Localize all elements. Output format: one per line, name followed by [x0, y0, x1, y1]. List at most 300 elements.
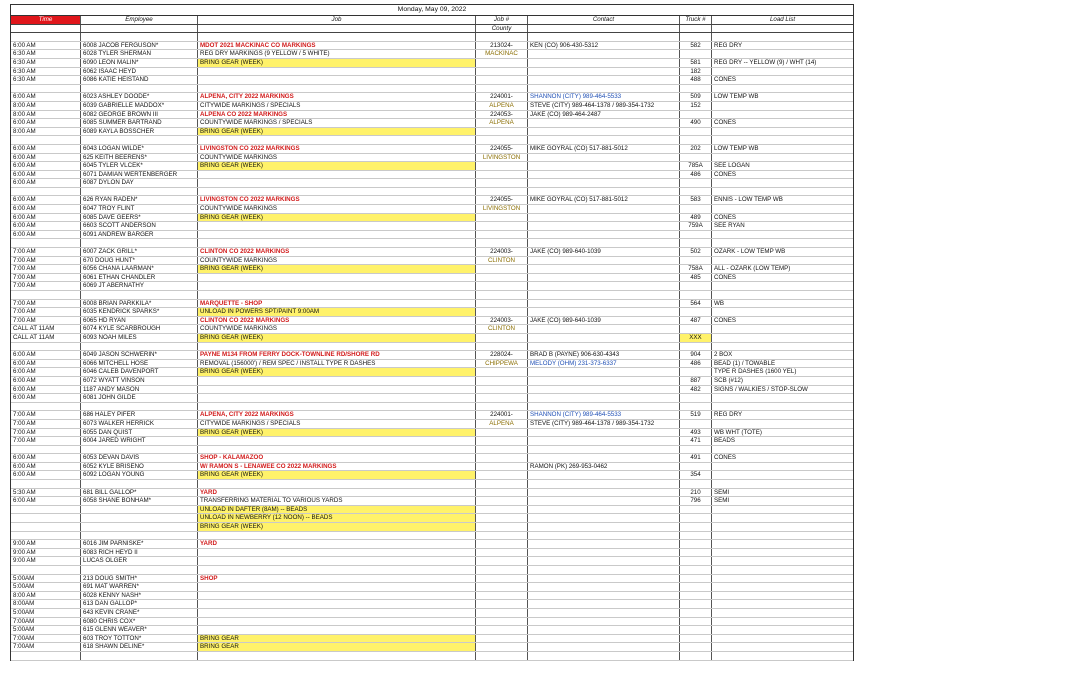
job-cell: BRING GEAR (WEEK)	[198, 128, 476, 136]
contact-cell	[528, 626, 680, 634]
time-cell: 7:00AM	[11, 618, 81, 626]
load-list-cell: SEE RYAN	[714, 222, 745, 230]
contact-cell	[528, 549, 680, 557]
table-row	[11, 231, 853, 240]
contact-cell	[528, 171, 680, 179]
time-cell: 7:00AM	[11, 635, 81, 643]
job-number-cell	[476, 480, 528, 488]
time-cell: 6:00 AM	[11, 231, 81, 239]
job-number-cell: 224001-	[476, 93, 528, 101]
job-number-cell	[476, 566, 528, 574]
job-cell	[198, 394, 476, 402]
load-list-cell	[712, 446, 853, 454]
truck-cell	[680, 592, 712, 600]
contact-cell	[528, 325, 680, 333]
employee-cell: 6085 DAVE GEERS*	[81, 214, 198, 222]
load-list-cell	[712, 257, 853, 265]
load-list-cell	[712, 50, 853, 58]
job-cell: REG DRY MARKINGS (9 YELLOW / 5 WHITE)	[198, 50, 476, 58]
table-row	[11, 514, 853, 523]
job-number-cell	[476, 343, 528, 351]
job-number-cell	[476, 282, 528, 290]
job-cell: CITYWIDE MARKINGS / SPECIALS	[198, 420, 476, 428]
job-number-cell	[476, 231, 528, 239]
header-job: Job	[198, 16, 476, 24]
job-cell: BRING GEAR (WEEK)	[198, 59, 476, 67]
table-row	[11, 85, 853, 94]
table-row	[11, 351, 853, 360]
job-number-cell	[476, 489, 528, 497]
job-number-cell	[476, 618, 528, 626]
load-list-cell: CONES	[714, 454, 737, 462]
table-row	[11, 549, 853, 558]
contact-cell: JAKE (CO) 989-640-1039	[528, 317, 680, 325]
header-load-list: Load List	[769, 16, 796, 23]
employee-cell: 1187 ANDY MASON	[81, 386, 198, 394]
job-number-cell	[476, 532, 528, 540]
time-cell: 6:00 AM	[11, 162, 81, 170]
job-cell	[198, 557, 476, 565]
contact-cell	[528, 575, 680, 583]
table-row	[11, 33, 853, 42]
time-cell: 7:00 AM	[11, 300, 81, 308]
job-cell: UNLOAD IN POWERS SPT/PAINT 9:00AM	[198, 308, 476, 316]
truck-cell	[680, 111, 712, 119]
contact-cell: JAKE (CO) 989-464-2487	[528, 111, 680, 119]
table-row	[11, 609, 853, 618]
job-cell	[198, 222, 476, 230]
load-list-cell	[712, 179, 853, 187]
job-number-cell	[476, 523, 528, 531]
employee-cell: 6061 ETHAN CHANDLER	[81, 274, 198, 282]
contact-cell: BRAD B (PAYNE) 906-630-4343	[528, 351, 680, 359]
load-list-cell	[712, 403, 853, 411]
time-cell: 7:00 AM	[11, 437, 81, 445]
truck-cell: 354	[680, 471, 712, 479]
time-cell	[11, 566, 81, 574]
employee-cell: 6062 ISAAC HEYD	[81, 68, 198, 76]
contact-cell	[528, 446, 680, 454]
truck-cell	[680, 626, 712, 634]
contact-cell	[528, 68, 680, 76]
time-cell: 6:00 AM	[11, 497, 81, 505]
job-number-cell	[476, 222, 528, 230]
load-list-cell	[712, 635, 853, 643]
load-list-cell: LOW TEMP WB	[714, 144, 759, 152]
time-cell: 8:00 AM	[11, 128, 81, 136]
truck-cell: 210	[680, 489, 712, 497]
load-list-cell: REG DRY	[714, 41, 743, 49]
contact-cell: MIKE GOYRAL (CO) 517-881-5012	[528, 196, 680, 204]
truck-cell	[680, 523, 712, 531]
time-cell	[11, 33, 81, 41]
load-list-cell	[712, 334, 853, 342]
contact-cell	[528, 437, 680, 445]
contact-cell	[528, 557, 680, 565]
time-cell: 6:00 AM	[11, 463, 81, 471]
table-row	[11, 592, 853, 601]
load-list-cell	[712, 463, 853, 471]
job-number-cell	[476, 386, 528, 394]
time-cell	[11, 480, 81, 488]
employee-cell: 6004 JARED WRIGHT	[81, 437, 198, 445]
job-cell: BRING GEAR	[198, 643, 476, 651]
table-row	[11, 239, 853, 248]
load-list-cell: SEMI	[714, 488, 730, 496]
time-cell	[11, 239, 81, 247]
time-cell	[11, 532, 81, 540]
employee-cell: 6069 JT ABERNATHY	[81, 282, 198, 290]
job-cell: BRING GEAR (WEEK)	[198, 429, 476, 437]
employee-cell: 613 DAN GALLOP*	[81, 600, 198, 608]
table-row	[11, 429, 853, 438]
truck-cell	[680, 188, 712, 196]
employee-cell: 6603 SCOTT ANDERSON	[81, 222, 198, 230]
job-cell	[198, 188, 476, 196]
table-row	[11, 626, 853, 635]
job-number-cell: CLINTON	[476, 325, 528, 333]
job-number-cell	[476, 274, 528, 282]
load-list-cell: CONES	[714, 213, 737, 221]
truck-cell: 502	[680, 248, 712, 256]
table-row	[11, 480, 853, 489]
load-list-cell	[712, 575, 853, 583]
job-cell: COUNTYWIDE MARKINGS	[198, 325, 476, 333]
truck-cell: 758A	[680, 265, 712, 273]
job-number-cell	[476, 549, 528, 557]
contact-cell	[528, 265, 680, 273]
table-row	[11, 119, 853, 128]
job-cell: MARQUETTE - SHOP	[198, 300, 476, 308]
job-number-cell: 224053-	[476, 111, 528, 119]
job-cell: BRING GEAR (WEEK)	[198, 334, 476, 342]
contact-cell	[528, 540, 680, 548]
job-cell: UNLOAD IN DAFTER (8AM) -- BEADS	[198, 506, 476, 514]
job-number-cell	[476, 59, 528, 67]
table-row	[11, 540, 853, 549]
truck-cell: 509	[680, 93, 712, 101]
table-row	[11, 50, 853, 59]
load-list-cell: WB WHT (TOTE)	[714, 428, 762, 436]
load-list-cell: BEADS	[714, 437, 735, 445]
contact-cell: RAMON (PK) 269-953-0462	[528, 463, 680, 471]
contact-cell	[528, 497, 680, 505]
load-list-cell	[712, 514, 853, 522]
table-row	[11, 162, 853, 171]
time-cell	[11, 523, 81, 531]
table-row	[11, 454, 853, 463]
job-number-cell	[476, 239, 528, 247]
employee-cell: 626 RYAN RADEN*	[81, 196, 198, 204]
employee-cell: 6066 MITCHELL HOSE	[81, 360, 198, 368]
load-list-cell	[712, 102, 853, 110]
employee-cell	[81, 403, 198, 411]
time-cell: 6:00 AM	[11, 196, 81, 204]
employee-cell: 6028 TYLER SHERMAN	[81, 50, 198, 58]
job-number-cell	[476, 300, 528, 308]
load-list-cell: 2 BOX	[714, 351, 733, 359]
job-number-cell	[476, 643, 528, 651]
table-row	[11, 360, 853, 369]
load-list-cell	[712, 626, 853, 634]
time-cell: 7:00 AM	[11, 282, 81, 290]
truck-cell: 486	[680, 171, 712, 179]
employee-cell: 6085 SUMMER BARTRAND	[81, 119, 198, 127]
table-row	[11, 274, 853, 283]
time-cell: 5:00AM	[11, 626, 81, 634]
job-number-cell: LIVINGSTON	[476, 205, 528, 213]
contact-cell	[528, 386, 680, 394]
time-cell: 6:00 AM	[11, 351, 81, 359]
job-cell: BRING GEAR (WEEK)	[198, 368, 476, 376]
time-cell: 5:30 AM	[11, 489, 81, 497]
table-row	[11, 59, 853, 68]
time-cell: 6:00 AM	[11, 222, 81, 230]
table-row	[11, 618, 853, 627]
table-row	[11, 635, 853, 644]
header-sub-blank	[81, 25, 198, 33]
contact-cell	[528, 188, 680, 196]
job-number-cell	[476, 635, 528, 643]
contact-cell	[528, 128, 680, 136]
load-list-cell	[712, 343, 853, 351]
truck-cell: XXX	[680, 334, 712, 342]
contact-cell	[528, 643, 680, 651]
job-cell: ALPENA CO 2022 MARKINGS	[198, 111, 476, 119]
load-list-cell	[712, 111, 853, 119]
time-cell: 6:30 AM	[11, 68, 81, 76]
job-cell	[198, 549, 476, 557]
job-cell: LIVINGSTON CO 2022 MARKINGS	[198, 196, 476, 204]
job-number-cell	[476, 600, 528, 608]
job-cell: YARD	[198, 489, 476, 497]
job-cell	[198, 282, 476, 290]
load-list-cell	[712, 471, 853, 479]
employee-cell	[81, 532, 198, 540]
truck-cell: 887	[680, 377, 712, 385]
truck-cell: 486	[680, 360, 712, 368]
job-number-cell	[476, 162, 528, 170]
truck-cell	[680, 282, 712, 290]
table-row	[11, 403, 853, 412]
truck-cell	[680, 136, 712, 144]
job-number-cell	[476, 626, 528, 634]
job-cell	[198, 85, 476, 93]
job-number-cell	[476, 652, 528, 660]
job-cell	[198, 239, 476, 247]
time-cell: 7:00 AM	[11, 308, 81, 316]
employee-cell	[81, 514, 198, 522]
contact-cell	[528, 368, 680, 376]
job-number-cell: MACKINAC	[476, 50, 528, 58]
job-cell: PAYNE M134 FROM FERRY DOCK-TOWNLINE RD/SHORE RD	[198, 351, 476, 359]
job-number-cell	[476, 68, 528, 76]
job-number-cell: ALPENA	[476, 102, 528, 110]
employee-cell: 6023 ASHLEY DOODE*	[81, 93, 198, 101]
header-sub-blank	[680, 25, 712, 33]
contact-cell	[528, 239, 680, 247]
table-row	[11, 128, 853, 137]
load-list-cell	[712, 154, 853, 162]
header-contact: Contact	[528, 16, 680, 24]
job-cell: YARD	[198, 540, 476, 548]
contact-cell	[528, 403, 680, 411]
job-cell: BRING GEAR (WEEK)	[198, 523, 476, 531]
time-cell	[11, 403, 81, 411]
load-list-cell	[712, 480, 853, 488]
employee-cell: 6071 DAMIAN WERTENBERGER	[81, 171, 198, 179]
employee-cell	[81, 136, 198, 144]
load-list-cell: SCB (#12)	[714, 376, 743, 384]
employee-cell: 6045 TYLER VLCEK*	[81, 162, 198, 170]
time-cell: 6:00 AM	[11, 454, 81, 462]
table-row	[11, 463, 853, 472]
truck-cell	[680, 549, 712, 557]
table-row	[11, 394, 853, 403]
load-list-cell	[712, 506, 853, 514]
table-row	[11, 557, 853, 566]
truck-cell	[680, 394, 712, 402]
employee-cell: 6065 HD RYAN	[81, 317, 198, 325]
employee-cell: 6016 JIM PARNISKE*	[81, 540, 198, 548]
contact-cell	[528, 334, 680, 342]
truck-cell: 564	[680, 300, 712, 308]
truck-cell: 796	[680, 497, 712, 505]
employee-cell: 6008 JACOB FERGUSON*	[81, 42, 198, 50]
job-cell: BRING GEAR (WEEK)	[198, 162, 476, 170]
load-list-cell	[712, 128, 853, 136]
truck-cell: 489	[680, 214, 712, 222]
job-number-cell: ALPENA	[476, 420, 528, 428]
load-list-cell	[712, 609, 853, 617]
time-cell	[11, 136, 81, 144]
table-row	[11, 506, 853, 515]
truck-cell	[680, 343, 712, 351]
employee-cell	[81, 446, 198, 454]
job-cell: SHOP	[198, 575, 476, 583]
time-cell: 8:00 AM	[11, 111, 81, 119]
time-cell: 6:00 AM	[11, 154, 81, 162]
contact-cell	[528, 179, 680, 187]
contact-cell	[528, 532, 680, 540]
truck-cell	[680, 652, 712, 660]
job-number-cell	[476, 171, 528, 179]
employee-cell: 6056 CHANA LAARMAN*	[81, 265, 198, 273]
load-list-cell	[712, 566, 853, 574]
load-list-cell	[712, 231, 853, 239]
job-number-cell	[476, 308, 528, 316]
contact-cell	[528, 652, 680, 660]
load-list-cell: ALL - OZARK (LOW TEMP)	[714, 265, 791, 273]
contact-cell	[528, 523, 680, 531]
time-cell: 6:30 AM	[11, 50, 81, 58]
job-number-cell	[476, 454, 528, 462]
job-number-cell	[476, 557, 528, 565]
schedule-title: Monday, May 09, 2022	[11, 5, 853, 16]
truck-cell: 904	[680, 351, 712, 359]
load-list-cell: ENNIS - LOW TEMP WB	[714, 196, 783, 204]
table-row	[11, 497, 853, 506]
load-list-cell: CONES	[714, 119, 737, 127]
header-sub-blank	[11, 25, 81, 33]
contact-cell	[528, 119, 680, 127]
table-row	[11, 111, 853, 120]
employee-cell: 6074 KYLE SCARBROUGH	[81, 325, 198, 333]
contact-cell	[528, 76, 680, 84]
job-cell	[198, 291, 476, 299]
contact-cell: STEVE (CITY) 989-464-1378 / 989-354-1732	[528, 420, 680, 428]
time-cell: 8:00AM	[11, 600, 81, 608]
truck-cell	[680, 420, 712, 428]
load-list-cell	[712, 549, 853, 557]
load-list-cell: CONES	[714, 76, 737, 84]
employee-cell: 6089 KAYLA BOSSCHER	[81, 128, 198, 136]
job-cell	[198, 377, 476, 385]
job-cell: COUNTYWIDE MARKINGS / SPECIALS	[198, 119, 476, 127]
job-cell: CLINTON CO 2022 MARKINGS	[198, 248, 476, 256]
employee-cell	[81, 239, 198, 247]
table-row	[11, 377, 853, 386]
table-row	[11, 325, 853, 334]
truck-cell	[680, 403, 712, 411]
contact-cell	[528, 394, 680, 402]
table-row	[11, 489, 853, 498]
truck-cell	[680, 291, 712, 299]
truck-cell: 519	[680, 411, 712, 419]
truck-cell: 491	[680, 454, 712, 462]
truck-cell	[680, 600, 712, 608]
load-list-cell	[712, 205, 853, 213]
contact-cell	[528, 274, 680, 282]
load-list-cell	[712, 600, 853, 608]
contact-cell	[528, 489, 680, 497]
header-sub-blank	[198, 25, 476, 33]
contact-cell	[528, 50, 680, 58]
time-cell: 6:30 AM	[11, 76, 81, 84]
time-cell: 6:00 AM	[11, 93, 81, 101]
contact-cell	[528, 635, 680, 643]
job-number-cell	[476, 497, 528, 505]
truck-cell	[680, 33, 712, 41]
job-cell	[198, 592, 476, 600]
contact-cell	[528, 429, 680, 437]
employee-cell: 615 GLENN WEAVER*	[81, 626, 198, 634]
time-cell	[11, 343, 81, 351]
truck-cell	[680, 643, 712, 651]
time-cell: 6:00 AM	[11, 394, 81, 402]
job-cell: TRANSFERRING MATERIAL TO VARIOUS YARDS	[198, 497, 476, 505]
employee-cell: 6090 LEON MALIN*	[81, 59, 198, 67]
table-row	[11, 471, 853, 480]
job-number-cell	[476, 540, 528, 548]
truck-cell: 785A	[680, 162, 712, 170]
header-sub-blank	[712, 25, 853, 33]
employee-cell: 6053 DEVAN DAVIS	[81, 454, 198, 462]
truck-cell	[680, 514, 712, 522]
job-cell	[198, 171, 476, 179]
load-list-cell: REG DRY	[714, 411, 743, 419]
truck-cell	[680, 557, 712, 565]
employee-cell: 213 DOUG SMITH*	[81, 575, 198, 583]
load-list-cell	[712, 85, 853, 93]
job-cell: LIVINGSTON CO 2022 MARKINGS	[198, 145, 476, 153]
table-row	[11, 600, 853, 609]
employee-cell: 681 BILL GALLOP*	[81, 489, 198, 497]
contact-cell: MELODY (OHM) 231-373-6337	[528, 360, 680, 368]
contact-cell: SHANNON (CITY) 989-464-5533	[528, 411, 680, 419]
time-cell	[11, 446, 81, 454]
header-employee: Employee	[81, 16, 198, 24]
